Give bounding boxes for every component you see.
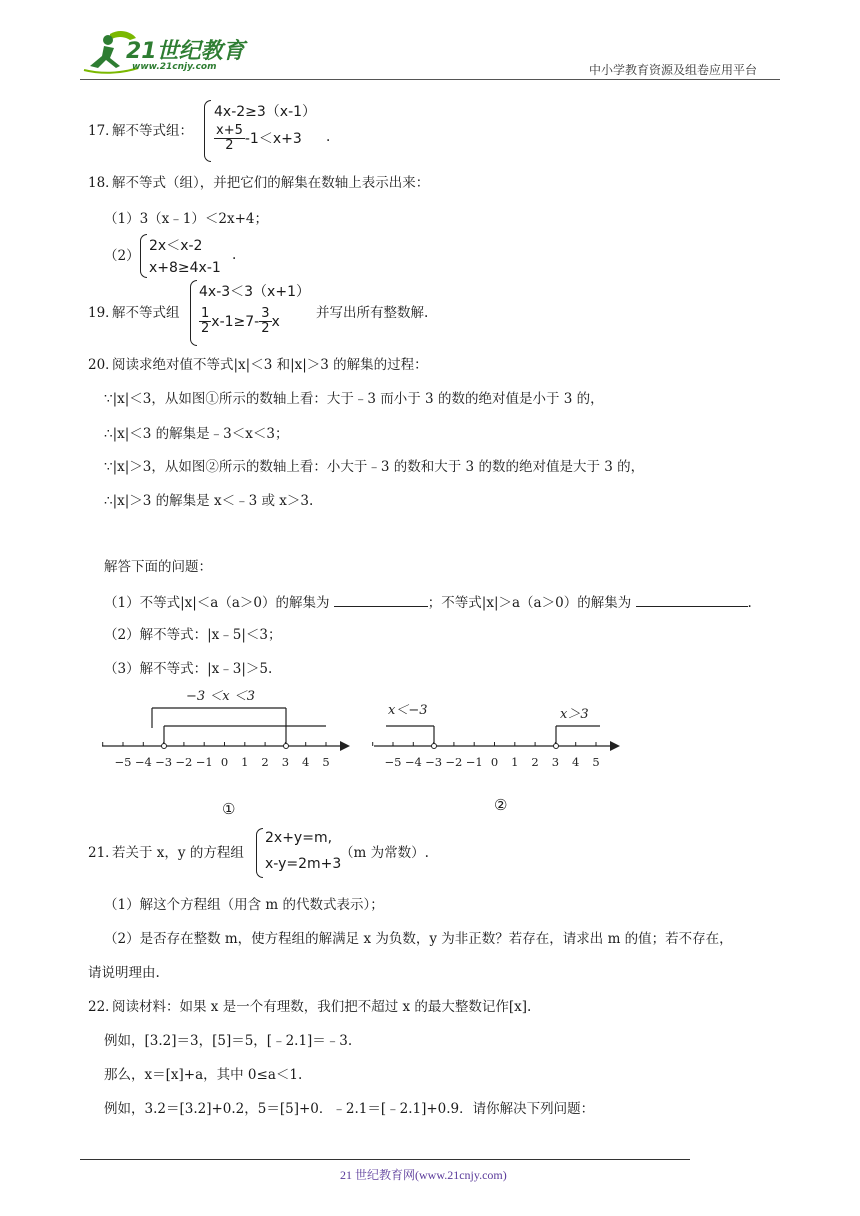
fig2-right-label: x＞3 xyxy=(560,707,589,722)
q18-tail: . xyxy=(232,247,237,263)
figure2-caption: ② xyxy=(494,796,508,814)
q21-part1: （1）解这个方程组（用含 m 的代数式表示）； xyxy=(104,897,384,913)
header-rule xyxy=(80,79,780,80)
q19-text: 解不等式组 xyxy=(112,305,180,321)
q20-text: 阅读求绝对值不等式|x|＜3 和|x|＞3 的解集的过程： xyxy=(112,357,428,373)
q22-line1: 例如，[3.2]＝3，[5]＝5，[﹣2.1]＝﹣3. xyxy=(104,1033,353,1049)
q19-mid: x-1≥7- xyxy=(211,314,260,330)
fig2-tick-label: −3 xyxy=(425,755,443,769)
fig2-tick-label: 4 xyxy=(572,755,580,769)
header-platform-text: 中小学教育资源及组卷应用平台 xyxy=(589,63,758,77)
q20-sub3: （3）解不等式：|x﹣3|＞5. xyxy=(104,661,273,677)
q19-frac1-num: 1 xyxy=(201,306,210,321)
q22-number: 22． xyxy=(88,999,119,1015)
q21-brace xyxy=(256,828,263,878)
fig1-tick-label: −4 xyxy=(134,755,152,769)
q19-tail: 并写出所有整数解. xyxy=(316,305,429,321)
q19-line2 xyxy=(199,307,280,336)
q19-frac2-num: 3 xyxy=(261,306,270,321)
q17-line1: 4x-2≥3（x-1） xyxy=(214,104,317,120)
q18-line2: x+8≥4x-1 xyxy=(149,260,221,276)
footer-text: 21 世纪教育网(www.21cnjy.com) xyxy=(340,1168,507,1182)
q17-brace xyxy=(204,100,211,162)
fig2-tick-label: −2 xyxy=(445,755,463,769)
fig1-tick-label: −2 xyxy=(175,755,193,769)
fig1-label: −3 ＜x ＜3 xyxy=(186,689,256,704)
q19-end: x xyxy=(271,314,280,330)
q17-frac-den: 2 xyxy=(225,138,234,153)
q20-line3: ∵|x|＞3，从如图②所示的数轴上看：小大于﹣3 的数和大于 3 的数的绝对值是大于 3 的， xyxy=(104,459,645,475)
fig2-tick-label: 0 xyxy=(490,755,499,769)
footer-rule xyxy=(80,1159,690,1160)
q21-part2-cont: 请说明理由. xyxy=(88,965,160,981)
fig2-tick-label: 3 xyxy=(551,755,560,769)
q19-frac2-den: 2 xyxy=(261,321,270,336)
q21-tail: （m 为常数）. xyxy=(340,845,429,861)
header-logo xyxy=(80,28,250,76)
q21-number: 21． xyxy=(88,845,119,861)
q22-line2: 那么，x＝[x]+a，其中 0≤a＜1. xyxy=(104,1067,303,1083)
fig1-tick-label: 5 xyxy=(322,755,330,769)
q19-brace xyxy=(190,280,197,346)
fig2-left-label: x＜−3 xyxy=(388,703,428,718)
fig1-tick-label: −3 xyxy=(155,755,173,769)
q17-fraction xyxy=(214,124,245,153)
q19-frac1 xyxy=(199,307,211,336)
q18-text: 解不等式（组），并把它们的解集在数轴上表示出来： xyxy=(112,175,430,191)
q21-line1: 2x+y=m, xyxy=(265,830,333,846)
answer-blank-1[interactable] xyxy=(334,592,428,607)
q20-line2: ∴|x|＜3 的解集是﹣3＜x＜3； xyxy=(104,426,289,442)
fig1-tick-label: 0 xyxy=(220,755,229,769)
q20-line1: ∵|x|＜3，从如图①所示的数轴上看：大于﹣3 而小于 3 的数的绝对值是小于 3 的， xyxy=(104,391,604,407)
figure1-caption: ① xyxy=(222,800,236,818)
q22-line3: 例如，3.2＝[3.2]+0.2，5＝[5]+0．﹣2.1＝[﹣2.1]+0.9．请你解决下列问题： xyxy=(104,1101,595,1117)
fig1-open-point-right xyxy=(284,744,289,749)
fig1-tick-label: 4 xyxy=(302,755,310,769)
fig2-tick-label: −5 xyxy=(384,755,402,769)
fig1-tick-label: −1 xyxy=(195,755,213,769)
logo-title: 21世纪教育 xyxy=(126,39,245,64)
fig2-open-point-right xyxy=(554,744,559,749)
q17-line2-rest: -1＜x+3 xyxy=(244,131,302,147)
fig2-tick-label: 5 xyxy=(592,755,600,769)
fig1-tick-label: 1 xyxy=(241,755,249,769)
fig1-open-point-left xyxy=(162,744,167,749)
q19-number: 19． xyxy=(88,305,119,321)
q18-part2-label: （2） xyxy=(104,248,140,264)
q19-frac1-den: 2 xyxy=(201,321,210,336)
q21-part2: （2）是否存在整数 m，使方程组的解满足 x 为负数，y 为非正数？若存在，请求出 m 的值；若不存在， xyxy=(104,931,733,947)
q17-frac-num: x+5 xyxy=(216,123,243,138)
fig2-tick-label: 2 xyxy=(531,755,539,769)
number-line-figure-1 xyxy=(96,684,356,784)
q20-sub1-c: . xyxy=(747,595,752,611)
q20-line4: ∴|x|＞3 的解集是 x＜﹣3 或 x＞3. xyxy=(104,493,314,509)
q18-line1: 2x＜x-2 xyxy=(149,238,203,254)
q20-sub1 xyxy=(104,592,752,612)
q17-line2 xyxy=(214,124,302,153)
fig1-tick-label: −5 xyxy=(114,755,132,769)
q19-frac2 xyxy=(259,307,271,336)
q20-sub1-b: ；不等式|x|＞a（a＞0）的解集为 xyxy=(427,595,632,611)
q20-ask: 解答下面的问题： xyxy=(104,559,212,575)
q17-number: 17． xyxy=(88,123,119,139)
q20-number: 20． xyxy=(88,357,119,373)
number-line-figure-2 xyxy=(368,700,628,780)
fig2-tick-label: −4 xyxy=(404,755,422,769)
q22-text: 阅读材料：如果 x 是一个有理数，我们把不超过 x 的最大整数记作[x]. xyxy=(112,999,532,1015)
q20-sub2: （2）解不等式：|x﹣5|＜3； xyxy=(104,627,282,643)
logo-url: www.21cnjy.com xyxy=(132,62,217,72)
q17-text: 解不等式组： xyxy=(112,123,193,139)
fig2-tick-label: −1 xyxy=(465,755,483,769)
q18-part1: （1）3（x﹣1）＜2x+4； xyxy=(104,211,268,227)
q20-sub1-a: （1）不等式|x|＜a（a＞0）的解集为 xyxy=(104,595,330,611)
answer-blank-2[interactable] xyxy=(636,592,748,607)
q19-line1: 4x-3＜3（x+1） xyxy=(199,284,310,300)
q18-number: 18． xyxy=(88,175,119,191)
q21-line2: x-y=2m+3 xyxy=(265,856,342,872)
fig2-arrow-icon xyxy=(610,741,620,751)
fig2-open-point-left xyxy=(432,744,437,749)
fig1-tick-label: 3 xyxy=(281,755,290,769)
q17-tail: . xyxy=(326,129,331,145)
fig1-arrow-icon xyxy=(340,741,350,751)
q21-text: 若关于 x，y 的方程组 xyxy=(112,845,244,861)
q18-brace xyxy=(140,234,147,278)
fig2-tick-label: 1 xyxy=(511,755,519,769)
fig1-tick-label: 2 xyxy=(261,755,269,769)
